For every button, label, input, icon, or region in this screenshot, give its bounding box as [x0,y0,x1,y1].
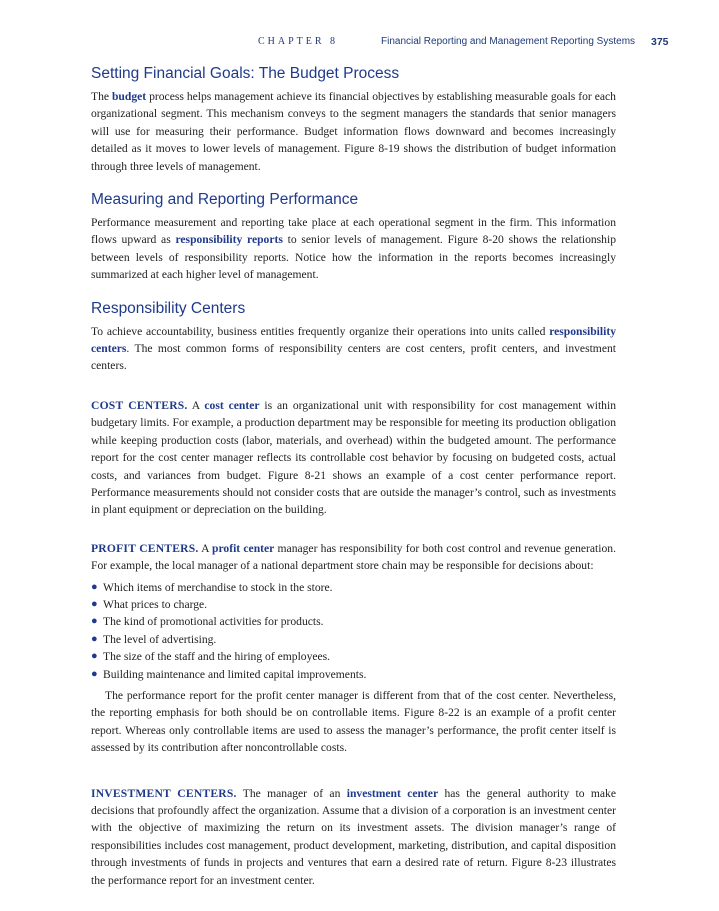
decision-list [91,579,616,683]
paragraph: To achieve accountability, business entities frequently organize their operations into units called responsibility centers. The most common forms of responsibility centers are cost centers, profit centers, and investment centers. [91,324,616,373]
paragraph: Performance measurement and reporting take place at each operational segment in the firm. This information flows upward as responsibility reports to senior levels of management. Figure 8-20 shows the relationship between levels of responsibility reports. Notice how the information in the reports becomes increasingly summarized at each higher level of management. [91,216,616,282]
list-item: ● The size of the staff and the hiring of employees. [91,648,616,665]
paragraph: PROFIT CENTERS. A profit center manager has responsibility for both cost control and revenue generation. For example, the local manager of a national department store chain may be responsible for decisions about: [91,541,616,573]
section-cost-centers [91,397,616,519]
key-term: budget [111,90,147,103]
key-term: responsibility centers [91,324,616,356]
chapter-label: CHAPTER 8 [258,36,339,47]
page-number: 375 [651,36,669,48]
run-in-heading: PROFIT CENTERS. [91,541,199,555]
section-heading: Measuring and Reporting Performance [91,191,359,209]
key-term: cost center [204,398,260,412]
page-body [91,64,616,911]
key-term: profit center [212,541,275,555]
section-heading: Responsibility Centers [91,299,246,317]
paragraph: INVESTMENT CENTERS. The manager of an investment center has the general authority to make decisions that profoundly affect the organization. Assume that a division of a corporation is an investment center with the objective of maximizing the return on its investment assets. The division manager’s range of responsibilities includes cost management, product development, marketing, distribution, and capital disposition through investments of funds in projects and ventures that earn a desired rate of return. Figure 8-23 illustrates the performance report for an investment center. [91,786,616,887]
section-responsibility-centers [91,299,616,375]
run-in-heading: COST CENTERS. [91,398,188,412]
bullet-icon: ● [91,667,98,680]
bullet-icon: ● [91,650,98,663]
list-item: ● The kind of promotional activities for products. [91,613,616,630]
list-item: ● Which items of merchandise to stock in the store. [91,579,616,596]
key-term: investment center [346,786,439,800]
section-measuring [91,190,616,284]
bullet-icon: ● [91,580,98,593]
bullet-icon: ● [91,597,98,610]
bullet-icon: ● [91,615,98,628]
section-investment-centers [91,785,616,889]
list-item: ● The level of advertising. [91,631,616,648]
list-item: ● Building maintenance and limited capital improvements. [91,666,616,683]
paragraph: The performance report for the profit center manager is different from that of the cost center. Nevertheless, the reporting emphasis for both should be on controllable items. Figure 8-22 is an example of a profit center report. Whereas only controllable items are used to assess the manager’s performance, the profit center itself is assessed by its contribution after noncontrollable costs. [91,688,616,755]
running-header [0,36,719,52]
paragraph: COST CENTERS. A cost center is an organizational unit with responsibility for cost management within budgetary limits. For example, a production department may be responsible for meeting its production obligation while keeping production costs (labor, materials, and overhead) within the budgeted amount. The performance report for the cost center manager reflects its controllable cost behavior by focusing on budgeted costs, actual costs, and variances from budget. Figure 8-21 shows an example of a cost center performance report. Performance measurements should not consider costs that are outside the manager’s control, such as investments in plant equipment or depreciation on the building. [91,398,616,517]
section-heading: Setting Financial Goals: The Budget Process [91,65,400,82]
section-profit-centers [91,540,616,757]
paragraph: The budget process helps management achieve its financial objectives by establishing measurable goals for each organizational segment. This mechanism conveys to the segment managers the standards that senior managers will use for measuring their performance. Budget information flows downward and becomes increasingly detailed as it moves to lower levels of management. Figure 8-19 shows the distribution of budget information through three levels of management. [91,90,616,173]
section-budget [91,64,616,175]
run-in-heading: INVESTMENT CENTERS. [91,786,237,800]
bullet-icon: ● [91,632,98,645]
list-item: ● What prices to charge. [91,596,616,613]
key-term: responsibility reports [175,233,283,247]
running-title: Financial Reporting and Management Reporting Systems [381,36,636,47]
